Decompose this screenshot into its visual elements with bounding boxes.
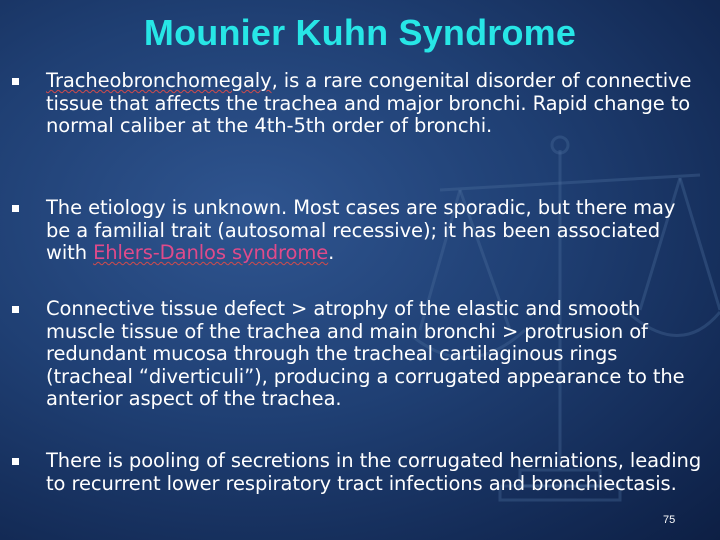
bullet-square-icon [12,458,19,465]
ehlers-danlos-link[interactable]: Ehlers-Danlos syndrome [93,241,329,264]
bullet-square-icon [12,306,19,313]
bullet-text: Connective tissue defect > atrophy of the elastic and smooth muscle tissue of the trachea and main bronchi > protrusion of redundant mucosa through the tracheal cartilaginous rings (tracheal “diverticuli”), producing a corrugated appearance to the anterior aspect of the trachea. [46,297,685,410]
bullet-text [46,70,702,138]
bullet-text-before: The etiology is unknown. Most cases are sporadic, but there may be a familial trait (autosomal recessive); it has been associated with [46,196,676,264]
slide-title: Mounier Kuhn Syndrome [143,12,577,53]
bullet-term: Tracheobronchomegaly [46,69,272,92]
bullet-text-rest: , is a rare congenital disorder of connective tissue that affects the trachea and major bronchi. Rapid change to normal caliber at the 4th-5th order of bronchi. [46,69,692,137]
bullet-text: There is pooling of secretions in the corrugated herniations, leading to recurrent lower respiratory tract infections and bronchiectasis. [46,449,702,495]
bullet-text-after: . [328,241,335,264]
bullet-square-icon [12,78,19,85]
bullet-square-icon [12,205,19,212]
page-number: 75 [663,514,676,526]
bullet-text [46,197,702,265]
